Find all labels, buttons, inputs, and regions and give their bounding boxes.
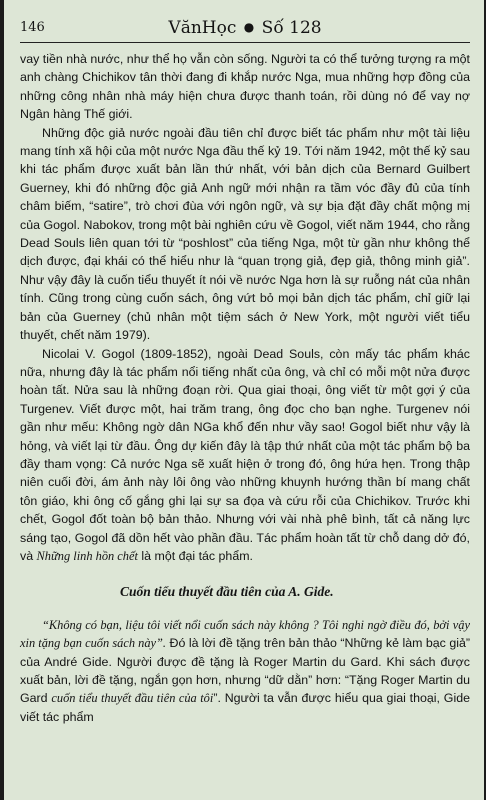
paragraph-4-end: ”. Người ta vẫn được hiểu qua giai thoại, Gide viết tác phẩm [20, 691, 470, 724]
book-page [4, 0, 484, 800]
dedication-quote: “Không có bạn, liệu tôi viết nổi cuốn sách này không ? Tôi nghi ngờ điều đó, bởi vậy xin tặng bạn cuốn sách này”. [20, 617, 470, 651]
article-body [20, 50, 470, 726]
paragraph-4 [20, 616, 470, 726]
issue-number: Số 128 [261, 18, 322, 38]
dedication-quote-2: cuốn tiểu thuyết đầu tiên của tôi [51, 691, 214, 706]
paragraph-3-text: Nicolai V. Gogol (1809-1852), ngoài Dead Souls, còn mấy tác phẩm khác nữa, nhưng đây là tác phẩm nổi tiếng nhất của ông, và chỉ có mỗi một nửa được hoàn tất. Nửa sau là những đoạn rời. Qua giai thoại, ông viết từ một gợi ý của Turgenev. Viết được một, hai trăm trang, ông đọc cho bạn nghe. Turgenev nói gần như mếu: Không ngờ dân NGa khổ đến như vầy sao! Gogol biết như vậy là hỏng, và viết lại từ đầu. Ông dự kiến đây là tập thứ nhất của một tác phẩm bộ ba đầy tham vọng: Cả nước Nga sẽ xuất hiện ở trong đó, ông hứa hẹn. Trong thập niên cuối đời, ám ảnh này lôi ông vào những khuynh hướng thần bí mang chất tôn giáo, khi ông cố gắng ghi lại sự sa đọa và cứu rỗi của Chichikov. Trước khi chết, Gogol đốt toàn bộ bản thảo. Nhưng với vài nhà phê bình, tất cả năng lực sáng tạo, Gogol đã dồn hết vào phần đầu. Tác phẩm hoàn tất từ chỗ dang dở đó, và [20, 346, 470, 563]
paragraph-3 [20, 345, 470, 566]
bullet-separator: ● [243, 20, 255, 34]
page-header [20, 0, 470, 50]
paragraph-4-text: Đó là lời đề tặng trên bản thảo “Những kẻ làm bạc giả” của André Gide. Người được đề tặng là Roger Martin du Gard. Khi sách được xuất bản, lời đề tặng, ngắn gọn hơn, nhưng “dữ dằn” hơn: “Tặng Roger Martin du Gard [20, 636, 470, 706]
section-heading: Cuốn tiểu thuyết đầu tiên của A. Gide. [120, 584, 334, 600]
header-rule [20, 42, 470, 43]
page-number: 146 [20, 20, 45, 35]
book-title: Những linh hồn chết [36, 548, 138, 563]
journal-name: VănHọc [168, 18, 237, 38]
paragraph-1: vay tiền nhà nước, như thể họ vẫn còn sống. Người ta có thể tưởng tượng ra một anh chàng Chichikov tân thời đang đi khắp nước Nga, mua những hợp đồng của những công nhân nhà máy hiện chưa được thanh toán, rồi dùng nó để vay nợ Ngân hàng Thế giới. [20, 52, 470, 122]
journal-title [20, 18, 470, 38]
paragraph-2: Những độc giả nước ngoài đầu tiên chỉ được biết tác phẩm như một tài liệu mang tính xã hội của một nước Nga đầu thế kỷ 19. Tới năm 1942, một thế kỷ sau khi tác phẩm được xuất bản lần thứ nhất, với bản dịch của Bernard Guilbert Guerney, khi đó những độc giả Anh ngữ mới nhận ra tầm vóc đầy đủ của tính châm biếm, “satire”, trò chơi đùa với ngôn ngữ, và sự bịa đặt đầy chất mộng mị của Gogol. Nabokov, trong một bài nghiên cứu về Gogol, viết năm 1944, cho rằng Dead Souls liên quan tới từ “poshlost” của tiếng Nga, một từ gần như không thể dịch được, đại khái có thể hiểu như là “quan trọng giả, đẹp giả, thông minh giả”. Như vậy đây là cuốn tiểu thuyết ít nói về nước Nga hơn là sự ruỗng nát của nhân tính. Cũng trong cùng cuốn sách, ông vứt bỏ mọi bản dịch tác phẩm, chỉ giữ lại bản của Guerney (chủ nhân một tiệm sách ở New York, một người viết tiểu thuyết, chết năm 1979). [20, 125, 470, 343]
paragraph-3-end: là một đại tác phẩm. [141, 548, 253, 563]
